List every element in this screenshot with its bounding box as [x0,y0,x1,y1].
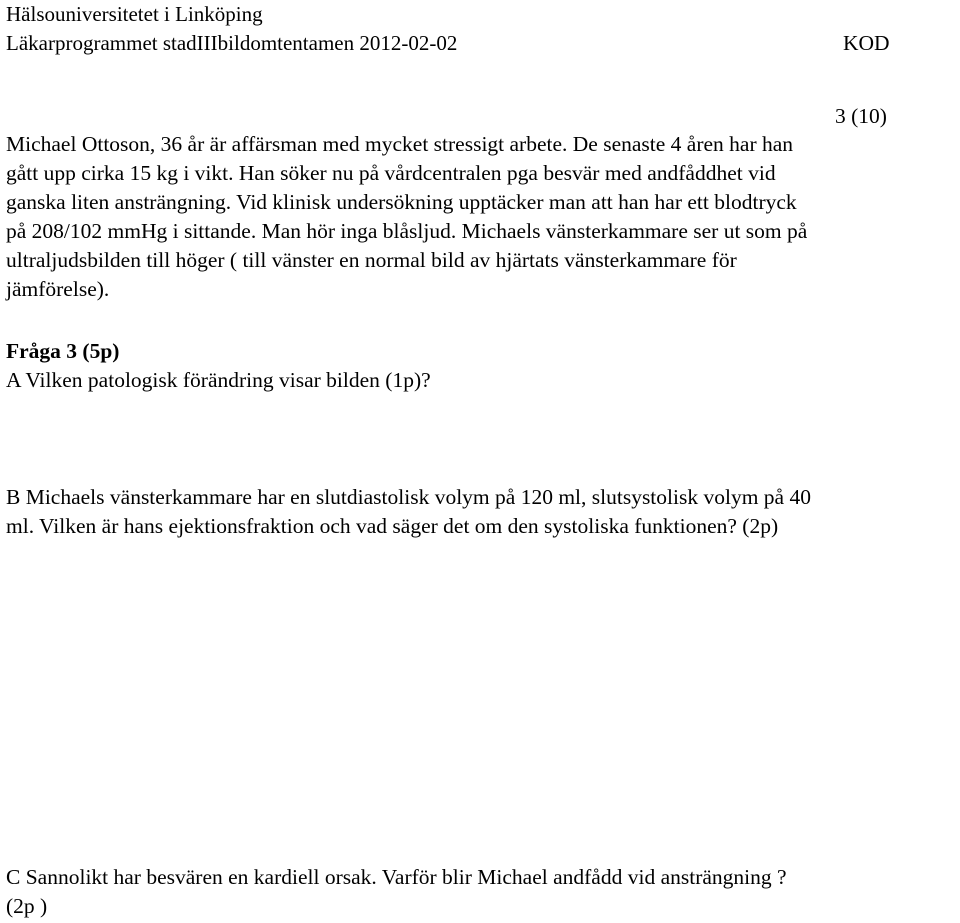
header-university: Hälsouniversitetet i Linköping [6,2,263,26]
case-text-line: Michael Ottoson, 36 år är affärsman med mycket stressigt arbete. De senaste 4 åren har han [6,132,794,156]
question-part-a: A Vilken patologisk förändring visar bilden (1p)? [6,368,431,392]
question-part-c-line: C Sannolikt har besvären en kardiell orsak. Varför blir Michael andfådd vid ansträngning ? [6,865,787,889]
question-part-c-line: (2p ) [6,894,48,918]
case-text-line: ganska liten ansträngning. Vid klinisk undersökning upptäcker man att han har ett blodtryck [6,190,797,214]
case-text-line: på 208/102 mmHg i sittande. Man hör inga blåsljud. Michaels vänsterkammare ser ut som på [6,219,808,243]
header-program-line: Läkarprogrammet stadIIIbildomtentamen 2012-02-02 [6,31,458,55]
question-heading: Fråga 3 (5p) [6,339,120,363]
case-text-line: gått upp cirka 15 kg i vikt. Han söker nu på vårdcentralen pga besvär med andfåddhet vid [6,161,776,185]
header-code-label: KOD [843,31,890,55]
case-text-line: ultraljudsbilden till höger ( till vänster en normal bild av hjärtats vänsterkammare för [6,248,737,272]
question-part-b-line: ml. Vilken är hans ejektionsfraktion och vad säger det om den systoliska funktionen? (2p) [6,514,779,538]
question-part-b-line: B Michaels vänsterkammare har en slutdiastolisk volym på 120 ml, slutsystolisk volym på 40 [6,485,811,509]
case-text-line: jämförelse). [6,277,110,301]
page-number: 3 (10) [835,104,887,128]
